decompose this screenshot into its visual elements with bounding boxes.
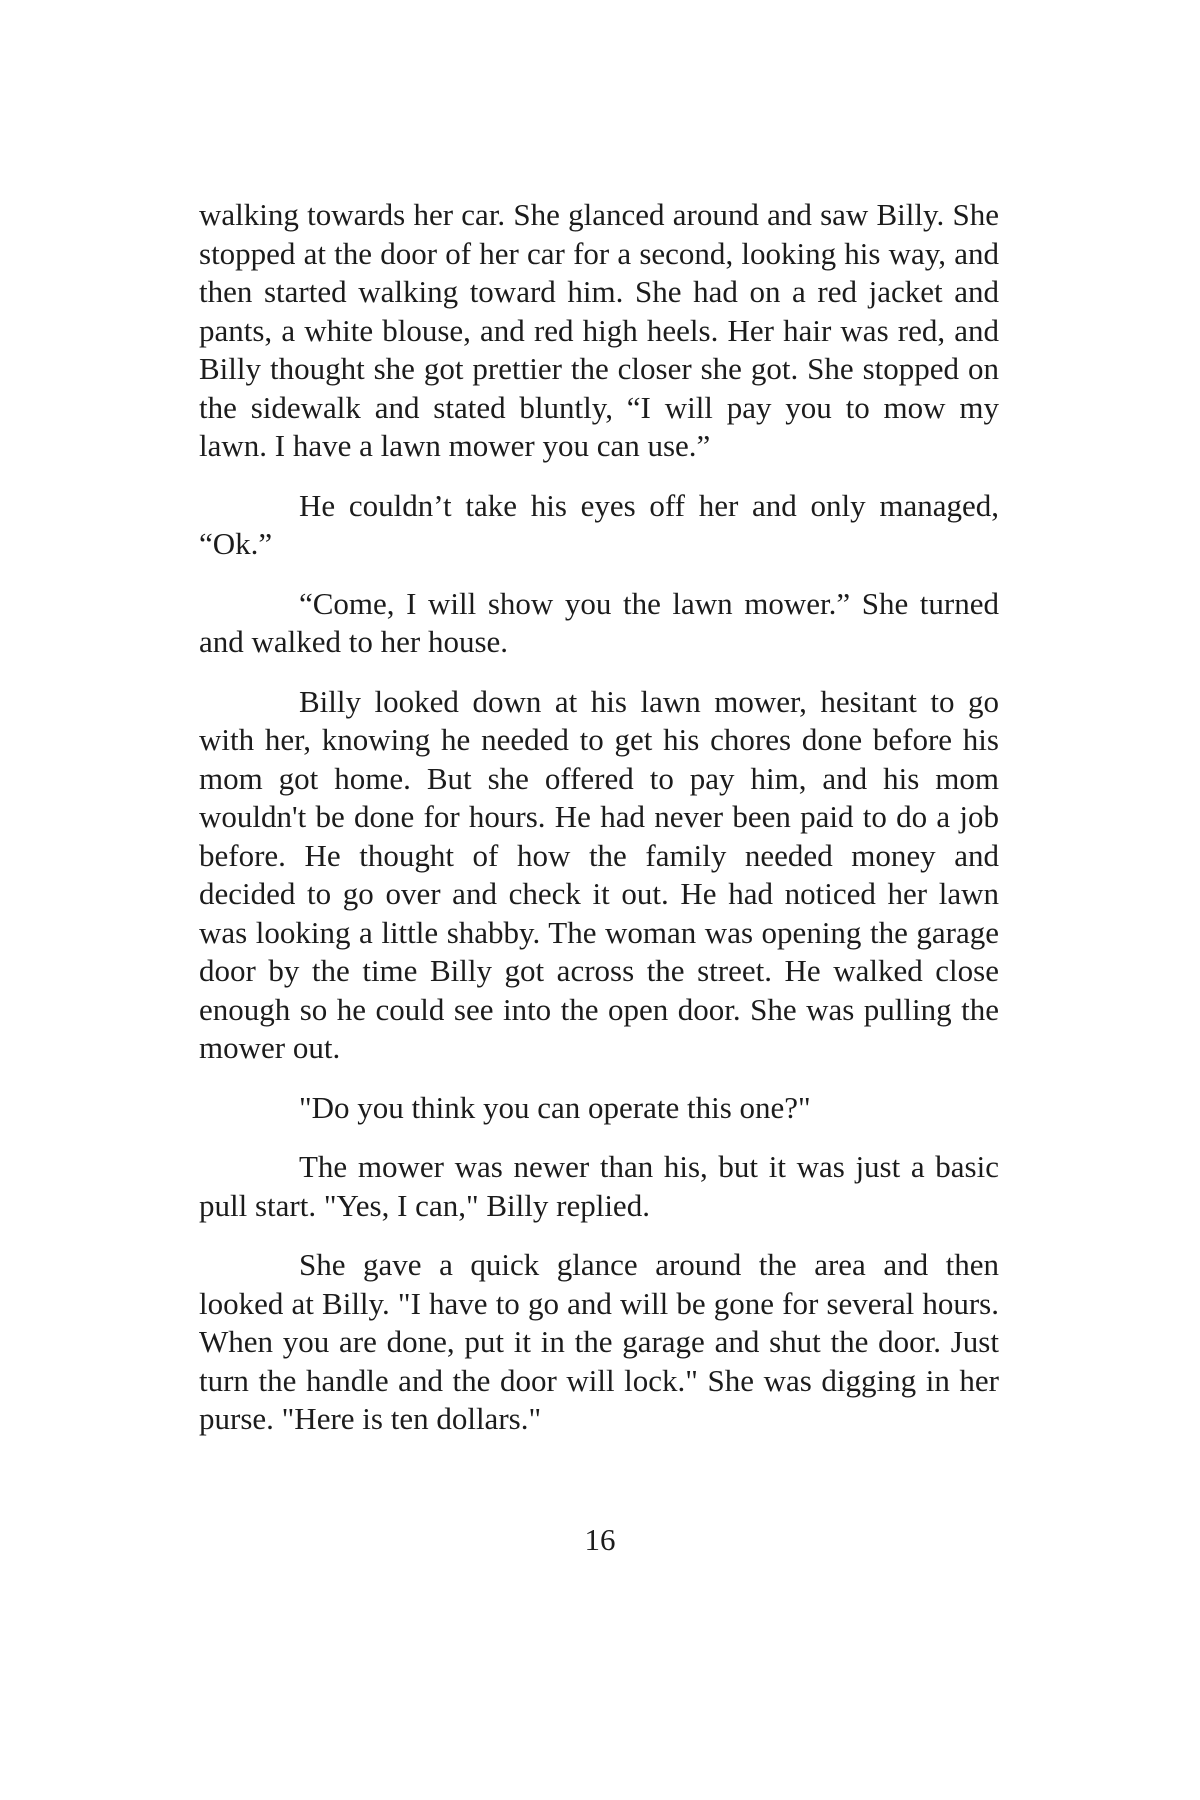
paragraph: Billy looked down at his lawn mower, hesitant to go with her, knowing he needed to get his chores done before his mom got home. But she offered to pay him, and his mom wouldn't be done for hours. He had never been paid to do a job before. He thought of how the family needed money and decided to go over and check it out. He had noticed her lawn was looking a little shabby. The woman was opening the garage door by the time Billy got across the street. He walked close enough so he could see into the open door. She was pulling the mower out. (199, 683, 999, 1065)
paragraph: "Do you think you can operate this one?" (299, 1089, 811, 1125)
paragraph: He couldn’t take his eyes off her and only managed, “Ok.” (199, 487, 999, 561)
body-text (199, 196, 999, 1460)
paragraph: walking towards her car. She glanced around and saw Billy. She stopped at the door of her car for a second, looking his way, and then started walking toward him. She had on a red jacket and pants, a white blouse, and red high heels. Her hair was red, and Billy thought she got prettier the closer she got. She stopped on the sidewalk and stated bluntly, “I will pay you to mow my lawn. I have a lawn mower you can use.” (199, 197, 999, 463)
paragraph: She gave a quick glance around the area and then looked at Billy. "I have to go and will be gone for several hours. When you are done, put it in the garage and shut the door. Just turn the handle and the door will lock." She was digging in her purse. "Here is ten dollars." (199, 1247, 999, 1436)
paragraph: “Come, I will show you the lawn mower.” She turned and walked to her house. (199, 585, 999, 659)
page-number: 16 (584, 1522, 616, 1557)
paragraph: The mower was newer than his, but it was just a basic pull start. "Yes, I can," Billy replied. (199, 1149, 999, 1223)
